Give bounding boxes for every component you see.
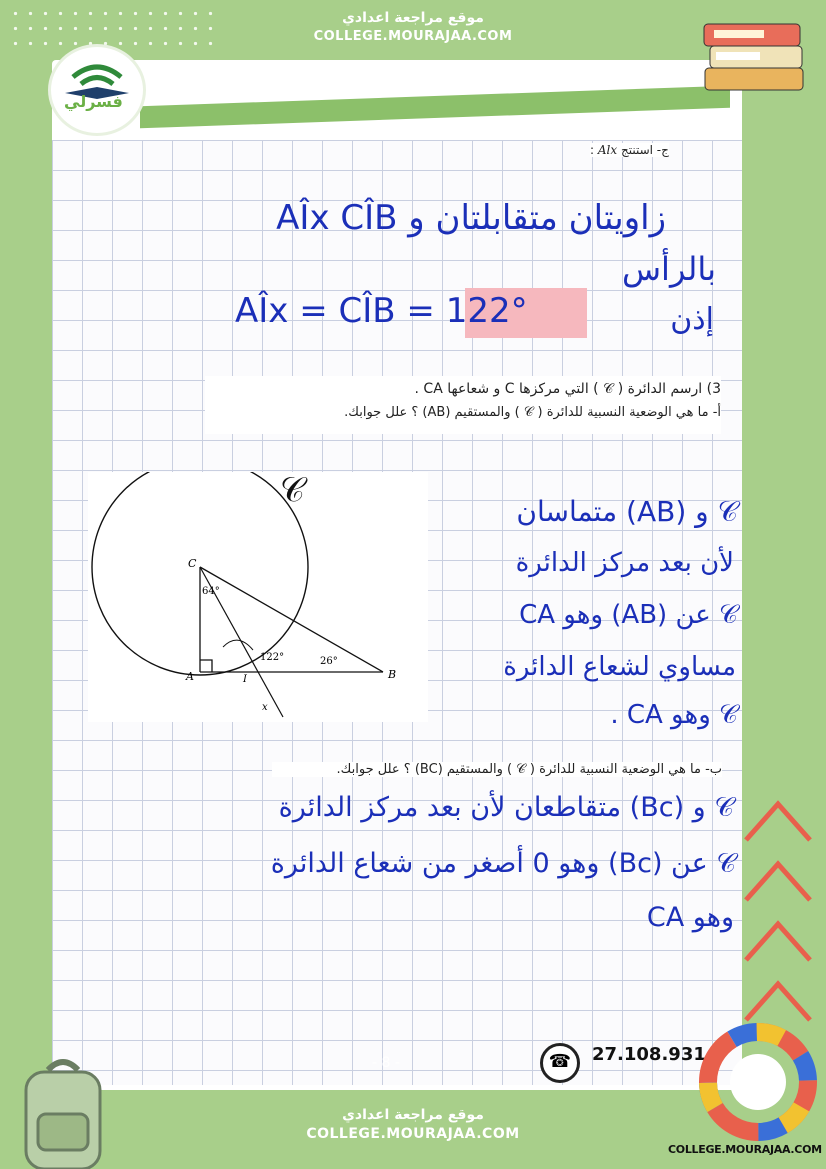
label-x: x	[262, 702, 268, 713]
answer-b-line3: وهو CA	[646, 902, 734, 933]
question-3a: أ- ما هي الوضعية النسبية للدائرة ( 𝒞 ) والمستقيم (AB) ؟ علل جوابك.	[344, 405, 721, 420]
books-icon	[700, 8, 810, 98]
answer-b-line2: 𝒞 عن (Bc) وهو 0 أصغر من شعاع الدائرة	[270, 848, 736, 879]
education-wheel-icon	[698, 1022, 818, 1142]
question-c-colon: :	[590, 143, 595, 157]
header-site-name: موقع مراجعة اعدادي	[342, 10, 484, 26]
answer-a-line1: 𝒞 و (AB) متماسان	[516, 495, 738, 528]
logo[interactable]	[48, 44, 146, 136]
angle-at-b: 26°	[320, 656, 338, 667]
phone-number[interactable]: 27.108.931	[592, 1044, 706, 1065]
question-c	[590, 143, 669, 157]
circle-label: 𝒞	[280, 470, 305, 510]
answer-b-line1: 𝒞 و (Bc) متقاطعان لأن بعد مركز الدائرة	[278, 792, 734, 823]
answer-c-line2: بالرأس	[621, 250, 716, 288]
answer-a-line2: لأن بعد مركز الدائرة	[515, 548, 734, 578]
question-3	[205, 376, 721, 434]
page-number: - 8 -	[372, 1055, 400, 1071]
question-c-angle: Alx	[597, 143, 618, 157]
footer-site-url[interactable]: COLLEGE.MOURAJAA.COM	[306, 1126, 520, 1142]
header-banner[interactable]	[268, 0, 558, 54]
construction-arc	[223, 640, 253, 650]
wifi-book-icon	[51, 47, 143, 133]
geometry-figure	[88, 472, 428, 722]
answer-a-line5: 𝒞 وهو CA .	[610, 700, 738, 730]
answer-c-line3: AÎx = CÎB = 122°	[235, 291, 528, 331]
footer-banner[interactable]	[268, 1095, 558, 1157]
logo-text: فسرلي	[64, 92, 123, 111]
label-c: C	[188, 557, 197, 570]
label-i: I	[243, 674, 247, 685]
chevron-up-icon	[738, 790, 818, 1030]
header-site-url[interactable]: COLLEGE.MOURAJAA.COM	[313, 29, 513, 44]
answer-a-line3: 𝒞 عن (AB) وهو CA	[519, 600, 738, 630]
label-b: B	[388, 668, 397, 681]
question-3-main: 3) ارسم الدائرة ( 𝒞 ) التي مركزها C و شعاعها CA .	[414, 381, 721, 397]
backpack-icon	[8, 1052, 118, 1169]
footer-site-name: موقع مراجعة اعدادي	[342, 1107, 484, 1123]
answer-c-line1: زاويتان متقابلتان و AÎx CÎB	[276, 198, 666, 238]
right-angle-mark	[200, 660, 212, 672]
angle-at-i: 122°	[260, 652, 285, 663]
question-b: ب- ما هي الوضعية النسبية للدائرة ( 𝒞 ) والمستقيم (BC) ؟ علل جوابك.	[272, 762, 722, 777]
circle-triangle-diagram	[88, 472, 428, 722]
dot-pattern	[8, 6, 218, 50]
brand-url[interactable]: COLLEGE.MOURAJAA.COM	[668, 1143, 822, 1156]
question-c-label: ج- استنتج	[620, 143, 669, 157]
phone-icon[interactable]: ☎	[540, 1043, 580, 1083]
angle-at-c: 64°	[202, 586, 220, 597]
label-a: A	[186, 670, 194, 683]
answer-a-line4: مساوي لشعاع الدائرة	[503, 652, 736, 682]
segment-cb	[200, 567, 383, 672]
answer-c-line3-suffix: إذن	[670, 302, 714, 337]
